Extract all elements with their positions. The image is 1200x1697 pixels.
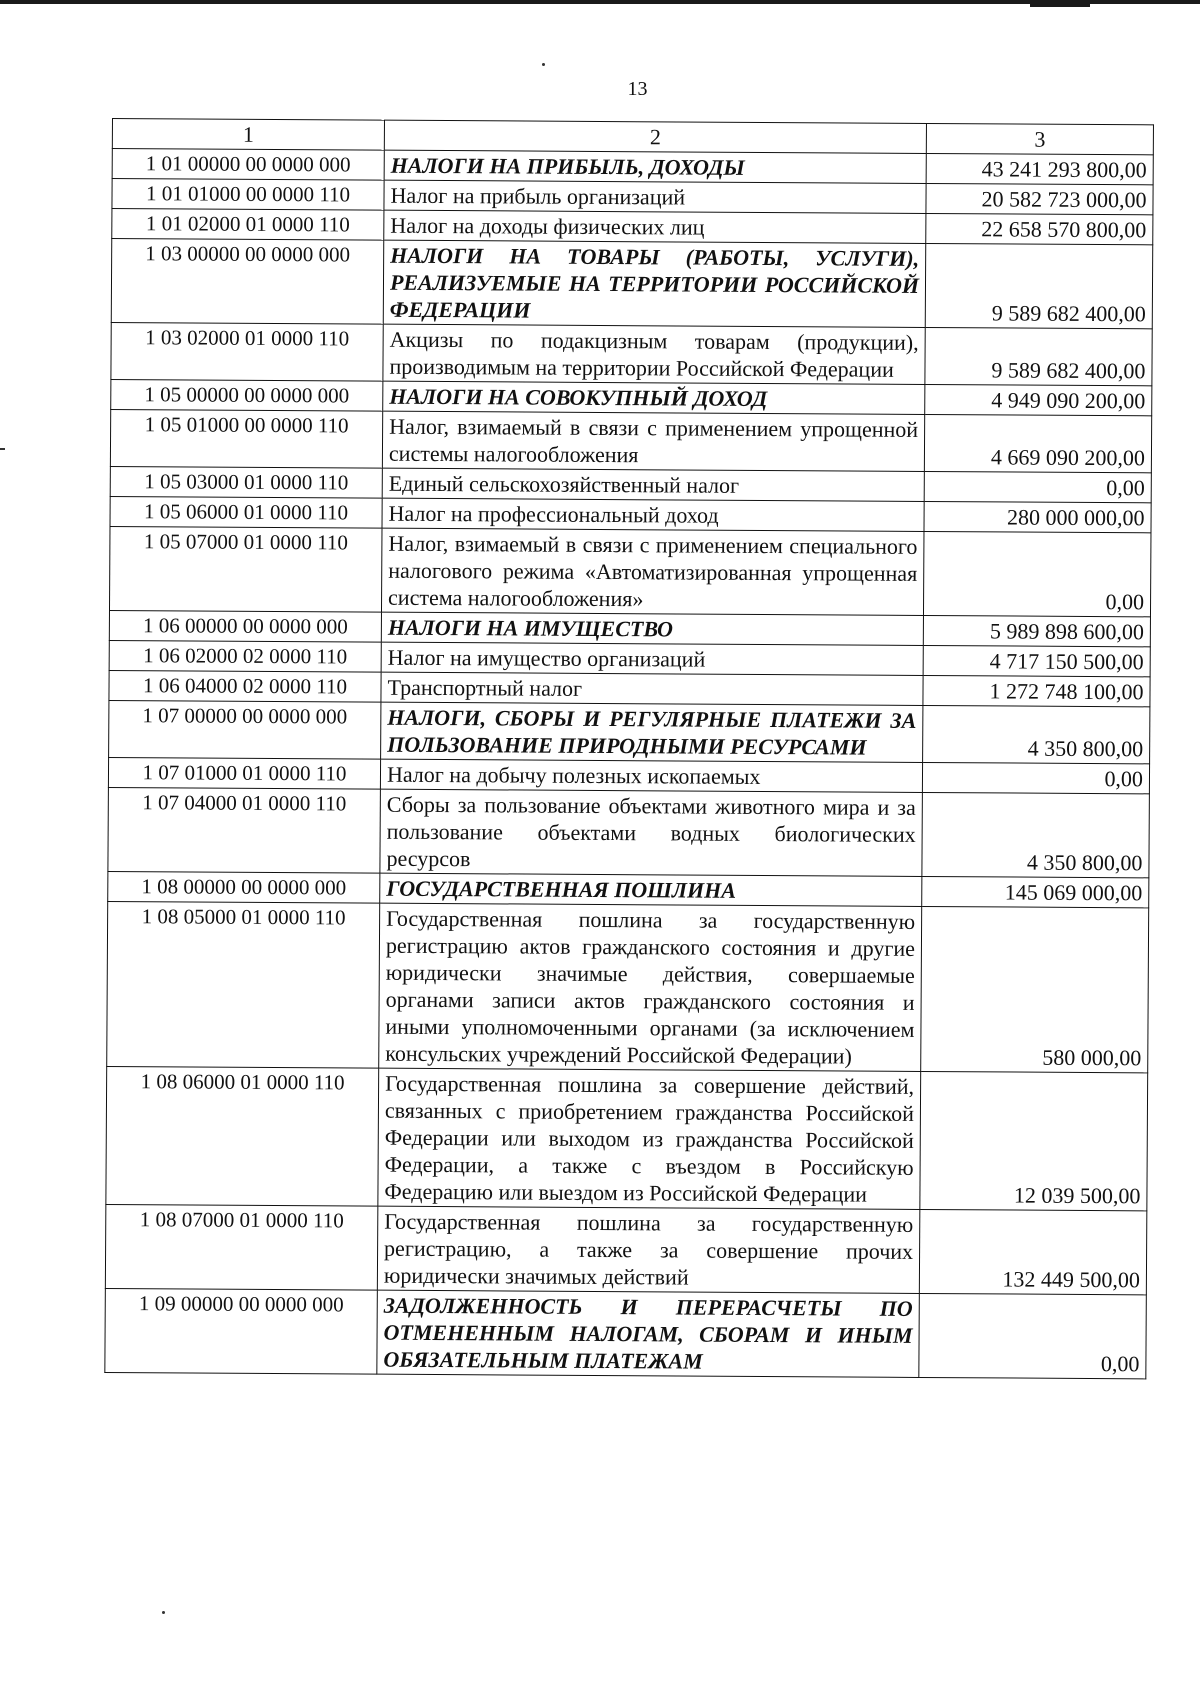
amount-cell: 580 000,00: [921, 906, 1149, 1072]
name-cell: НАЛОГИ НА СОВОКУПНЫЙ ДОХОД: [383, 381, 925, 414]
name-cell: Налог, взимаемый в связи с применением упрощенной системы налогообложения: [382, 411, 924, 471]
name-cell: НАЛОГИ НА ИМУЩЕСТВО: [381, 612, 923, 645]
code-cell: 1 01 01000 00 0000 110: [112, 179, 384, 211]
header-cell-code: 1: [112, 119, 384, 151]
table-row: [110, 409, 1151, 472]
code-cell: 1 09 00000 00 0000 000: [105, 1288, 378, 1374]
name-cell: ГОСУДАРСТВЕННАЯ ПОШЛИНА: [380, 873, 922, 906]
code-cell: 1 03 00000 00 0000 000: [111, 239, 384, 325]
code-cell: 1 01 02000 01 0000 110: [112, 209, 384, 241]
table-row: [107, 901, 1149, 1072]
code-cell: 1 05 00000 00 0000 000: [111, 379, 383, 411]
amount-cell: 5 989 898 600,00: [923, 615, 1150, 646]
code-cell: 1 07 00000 00 0000 000: [109, 700, 381, 759]
code-cell: 1 06 00000 00 0000 000: [109, 610, 381, 642]
code-cell: 1 05 06000 01 0000 110: [110, 496, 382, 528]
scan-speck: [162, 1611, 165, 1614]
name-cell: Транспортный налог: [381, 672, 923, 705]
amount-cell: 20 582 723 000,00: [926, 183, 1153, 214]
header-cell-amount: 3: [926, 123, 1153, 154]
scan-margin-mark: [0, 448, 5, 450]
amount-cell: 4 949 090 200,00: [925, 384, 1152, 415]
name-cell: Государственная пошлина за государственную регистрацию актов гражданского состояния и другие юридически значимые действия, совершаемые органами записи актов гражданского состояния и иными уполномоченными органами (за исключением консульских учреждений Российской Федерации): [379, 903, 922, 1071]
amount-cell: 1 272 748 100,00: [923, 675, 1150, 706]
amount-cell: 12 039 500,00: [920, 1071, 1148, 1210]
table-row: [106, 1066, 1148, 1210]
section-row: [111, 239, 1152, 329]
amount-cell: 4 717 150 500,00: [923, 645, 1150, 676]
name-cell: Налог на доходы физических лиц: [384, 210, 926, 243]
table-row: [108, 787, 1149, 877]
code-cell: 1 07 04000 01 0000 110: [108, 787, 381, 873]
amount-cell: 9 589 682 400,00: [925, 243, 1153, 328]
section-row: [105, 1288, 1146, 1378]
code-cell: 1 05 01000 00 0000 110: [110, 409, 382, 468]
code-cell: 1 05 07000 01 0000 110: [109, 526, 382, 612]
code-cell: 1 03 02000 01 0000 110: [111, 322, 383, 381]
page-number: 13: [627, 78, 648, 100]
name-cell: Налог на прибыль организаций: [384, 180, 926, 213]
scan-top-edge: [0, 0, 1200, 4]
name-cell: Акцизы по подакцизным товарам (продукции), производимым на территории Российской Федерации: [383, 324, 925, 384]
amount-cell: 132 449 500,00: [919, 1209, 1147, 1294]
amount-cell: 43 241 293 800,00: [926, 153, 1153, 184]
name-cell: НАЛОГИ, СБОРЫ И РЕГУЛЯРНЫЕ ПЛАТЕЖИ ЗА ПОЛЬЗОВАНИЕ ПРИРОДНЫМИ РЕСУРСАМИ: [381, 702, 923, 762]
amount-cell: 280 000 000,00: [924, 501, 1151, 532]
code-cell: 1 07 01000 01 0000 110: [108, 757, 380, 789]
name-cell: Налог на профессиональный доход: [382, 498, 924, 531]
name-cell: Сборы за пользование объектами животного мира и за пользование объектами водных биологических ресурсов: [380, 789, 923, 876]
name-cell: НАЛОГИ НА ТОВАРЫ (РАБОТЫ, УСЛУГИ), РЕАЛИЗУЕМЫЕ НА ТЕРРИТОРИИ РОССИЙСКОЙ ФЕДЕРАЦИИ: [383, 240, 926, 327]
name-cell: Налог, взимаемый в связи с применением специального налогового режима «Автоматизированная упрощенная система налогообложения»: [381, 528, 924, 615]
header-cell-name: 2: [384, 120, 926, 153]
code-cell: 1 08 06000 01 0000 110: [106, 1066, 379, 1206]
table-row: [111, 322, 1152, 385]
name-cell: Налог на имущество организаций: [381, 642, 923, 675]
section-row: [109, 700, 1150, 763]
code-cell: 1 06 04000 02 0000 110: [109, 670, 381, 702]
amount-cell: 22 658 570 800,00: [926, 213, 1153, 244]
name-cell: НАЛОГИ НА ПРИБЫЛЬ, ДОХОДЫ: [384, 150, 926, 183]
code-cell: 1 05 03000 01 0000 110: [110, 466, 382, 498]
revenue-table: [104, 118, 1154, 1379]
amount-cell: 0,00: [922, 762, 1149, 793]
amount-cell: 4 350 800,00: [923, 705, 1150, 763]
scan-speck: [542, 63, 545, 66]
name-cell: Единый сельскохозяйственный налог: [382, 468, 924, 501]
amount-cell: 0,00: [923, 531, 1151, 616]
code-cell: 1 06 02000 02 0000 110: [109, 640, 381, 672]
amount-cell: 145 069 000,00: [922, 876, 1149, 907]
name-cell: Налог на добычу полезных ископаемых: [380, 759, 922, 792]
amount-cell: 4 669 090 200,00: [924, 414, 1151, 472]
amount-cell: 9 589 682 400,00: [925, 327, 1152, 385]
code-cell: 1 08 00000 00 0000 000: [108, 871, 380, 903]
code-cell: 1 01 00000 00 0000 000: [112, 149, 384, 181]
amount-cell: 0,00: [924, 471, 1151, 502]
name-cell: Государственная пошлина за совершение действий, связанных с приобретением гражданства Российской Федерации или выходом из гражданства Российской Федерации, а также с въездом в Российскую Федерацию или выездом из Российской Федерации: [378, 1068, 921, 1209]
amount-cell: 4 350 800,00: [922, 792, 1150, 877]
code-cell: 1 08 07000 01 0000 110: [105, 1204, 378, 1290]
amount-cell: 0,00: [919, 1293, 1147, 1378]
name-cell: ЗАДОЛЖЕННОСТЬ И ПЕРЕРАСЧЕТЫ ПО ОТМЕНЕННЫМ НАЛОГАМ, СБОРАМ И ИНЫМ ОБЯЗАТЕЛЬНЫМ ПЛАТЕЖАМ: [377, 1290, 920, 1377]
scan-top-mark: [1030, 0, 1090, 7]
name-cell: Государственная пошлина за государственную регистрацию, а также за совершение прочих юридически значимых действий: [377, 1206, 920, 1293]
table-row: [105, 1204, 1146, 1294]
table-row: [109, 526, 1150, 616]
code-cell: 1 08 05000 01 0000 110: [107, 901, 380, 1068]
